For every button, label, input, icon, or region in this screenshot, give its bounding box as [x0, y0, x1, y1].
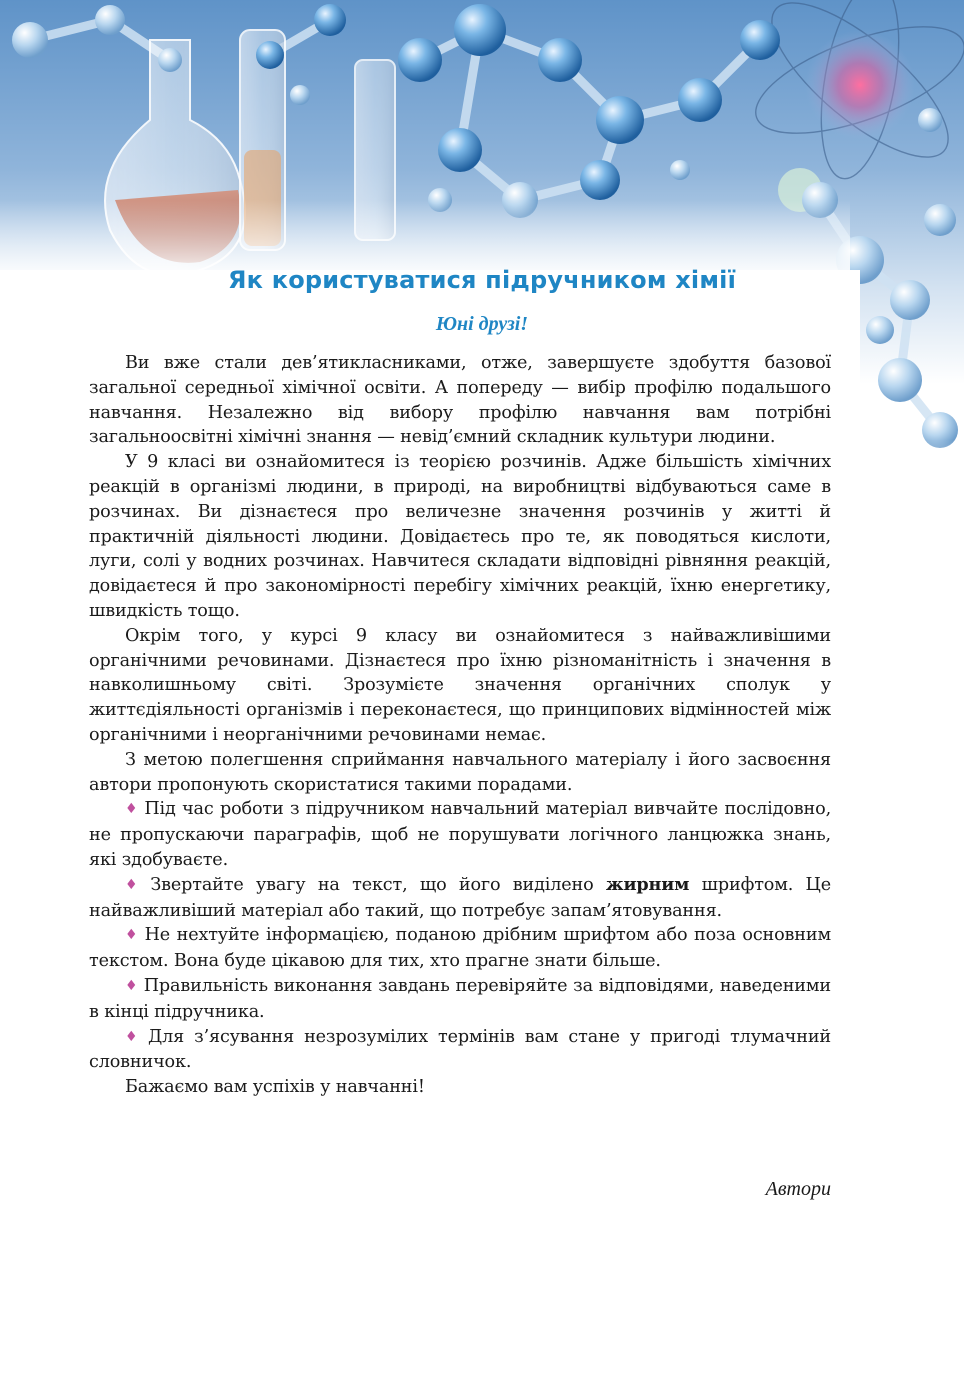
closing-line: Бажаємо вам успіхів у навчанні! [125, 1077, 425, 1098]
bold-term: жирним [605, 873, 690, 895]
diamond-icon: ♦ [125, 1028, 142, 1045]
tip-item [89, 974, 831, 1025]
paragraph: З метою полегшення сприймання навчального матеріалу і його засвоєння автори пропонують скористатися такими порадами. [89, 749, 831, 795]
tip-item [89, 1025, 831, 1076]
tip-text: Звертайте увагу на текст, що його виділено [150, 874, 606, 895]
tip-item [89, 873, 831, 924]
tip-item [89, 797, 831, 872]
tip-text: Під час роботи з підручником навчальний матеріал вивчайте послідовно, не пропускаючи параграфів, щоб не порушувати логічного ланцюжка знань, які здобуваєте. [89, 799, 832, 870]
diamond-icon: ♦ [125, 876, 145, 893]
tip-text: Для з’ясування незрозумілих термінів вам стане у пригоді тлумачний словничок. [89, 1026, 831, 1073]
page-title: Як користуватися підручником хімії [228, 266, 736, 294]
diamond-icon: ♦ [125, 801, 139, 818]
tip-text: шрифтом. Це найважливіший матеріал або такий, що потребує запам’ятовування. [89, 874, 831, 921]
body-text [89, 351, 831, 1100]
tip-item [89, 923, 831, 974]
paragraph: У 9 класі ви ознайомитеся із теорією розчинів. Адже більшість хімічних реакцій в організмі людини, в природі, на виробництві відбуваються саме в розчинах. Ви дізнаєтеся про величезне значення розчинів у житті й практичній діяльності людини. Довідаєтесь про те, як поводяться кислоти, луги, солі у водних розчинах. Навчитеся складати відповідні рівняння реакцій, довідаєтеся й про закономірності перебігу хімічних реакцій, їхню енергетику, швидкість тощо. [89, 452, 831, 621]
diamond-icon: ♦ [125, 927, 139, 944]
paragraph: Ви вже стали дев’ятикласниками, отже, завершуєте здобуття базової загальної середньої хімічної освіти. А попереду — вибір профілю подальшого навчання. Незалежно від вибору профілю навчання вам потрібні загальноосвітні хімічні знання — невід’ємний складник культури людини. [89, 353, 831, 448]
greeting: Юні друзі! [435, 313, 529, 335]
tip-text: Правильність виконання завдань перевіряйте за відповідями, наведеними в кінці підручника. [89, 975, 831, 1022]
paragraph: Окрім того, у курсі 9 класу ви ознайомитеся з найважливішими органічними речовинами. Дізнаєтеся про їхню різноманітність і значення в навколишньому світі. Зрозумієте значення органічних сполук у життєдіяльності організмів і переконаєтеся, що принципових відмінностей між органічними і неорганічними речовинами немає. [89, 625, 831, 745]
diamond-icon: ♦ [125, 977, 138, 994]
signature: Автори [765, 1178, 831, 1200]
tip-text: Не нехтуйте інформацією, поданою дрібним шрифтом або поза основним текстом. Вона буде цікавою для тих, хто прагне знати більше. [89, 925, 831, 972]
